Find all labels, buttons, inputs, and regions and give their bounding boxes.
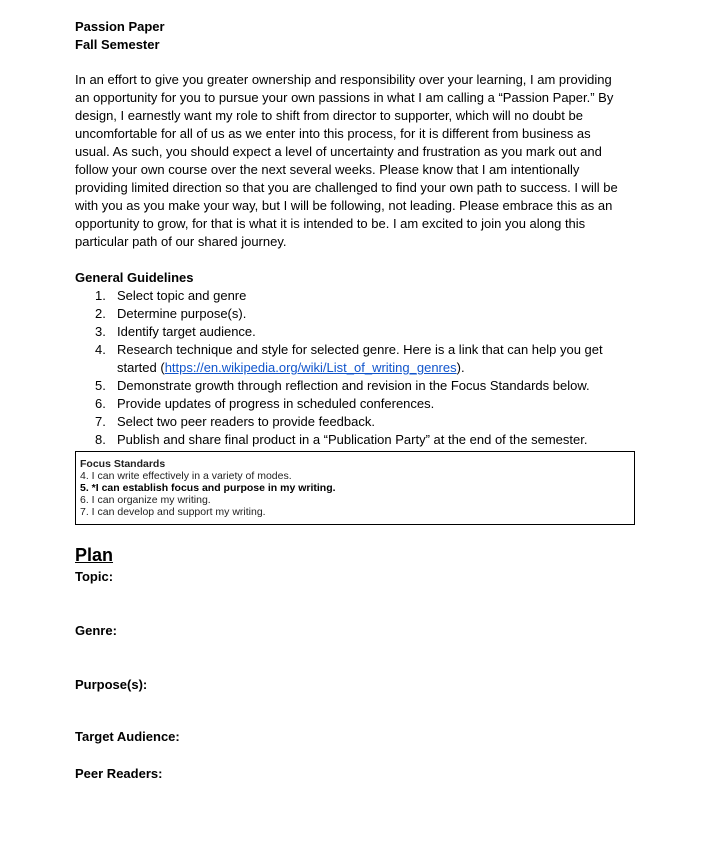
list-item xyxy=(75,287,603,305)
item-text: Provide updates of progress in scheduled conferences. xyxy=(117,396,435,411)
item-number: 7. xyxy=(95,414,106,429)
item-number: 6. xyxy=(95,396,106,411)
topic-label: Topic: xyxy=(75,569,114,584)
item-text: Research technique and style for selected genre. Here is a link that can help you get xyxy=(117,342,603,357)
item-number: 4. xyxy=(95,342,106,357)
intro-line: providing limited direction so that you are challenged to find your own path to success. I will be xyxy=(75,180,618,195)
item-text: Select topic and genre xyxy=(117,288,247,303)
focus-item: 6. I can organize my writing. xyxy=(80,494,211,506)
genres-link[interactable]: https://en.wikipedia.org/wiki/List_of_writing_genres xyxy=(164,360,457,375)
list-item xyxy=(75,431,603,449)
focus-item: 7. I can develop and support my writing. xyxy=(80,506,266,518)
item-number: 8. xyxy=(95,432,106,447)
item-number: 3. xyxy=(95,324,106,339)
list-item xyxy=(75,377,603,395)
plan-heading: Plan xyxy=(75,545,114,565)
intro-line: particular path of our shared journey. xyxy=(75,234,287,249)
list-item xyxy=(75,305,603,323)
genre-label: Genre: xyxy=(75,623,117,638)
item-number: 5. xyxy=(95,378,106,393)
intro-line: follow your own course over the next several weeks. Please know that I am intentionally xyxy=(75,162,580,177)
list-item xyxy=(75,395,603,413)
guidelines-heading: General Guidelines xyxy=(75,270,194,285)
item-text: Publish and share final product in a “Publication Party” at the end of the semester. xyxy=(117,432,588,447)
intro-line: an opportunity for you to pursue your own passions in what I am calling a “Passion Paper.” By xyxy=(75,90,614,105)
intro-line: In an effort to give you greater ownership and responsibility over your learning, I am providing xyxy=(75,72,612,87)
list-item xyxy=(75,341,603,377)
focus-item-highlighted: 5. *I can establish focus and purpose in my writing. xyxy=(80,482,336,494)
item-text: Identify target audience. xyxy=(117,324,256,339)
item-text: Determine purpose(s). xyxy=(117,306,247,321)
intro-line: design, I earnestly want my role to shift from director to supporter, which will no doubt be xyxy=(75,108,583,123)
intro-line: with you as you make your way, but I will be following, not leading. Please embrace this as an xyxy=(75,198,613,213)
item-text: started ( xyxy=(117,360,165,375)
intro-paragraph xyxy=(75,71,618,251)
intro-line: usual. As such, you should expect a level of uncertainty and frustration as you mark out and xyxy=(75,144,602,159)
audience-label: Target Audience: xyxy=(75,729,180,744)
item-number: 2. xyxy=(95,306,106,321)
focus-standards-box xyxy=(75,451,635,525)
doc-subtitle: Fall Semester xyxy=(75,37,160,52)
list-item xyxy=(75,323,603,341)
item-text: Demonstrate growth through reflection and revision in the Focus Standards below. xyxy=(117,378,590,393)
peer-readers-label: Peer Readers: xyxy=(75,766,163,781)
focus-item: 4. I can write effectively in a variety of modes. xyxy=(80,470,292,482)
doc-title: Passion Paper xyxy=(75,19,165,34)
purpose-label: Purpose(s): xyxy=(75,677,148,692)
guidelines-list xyxy=(75,287,603,449)
list-item xyxy=(75,413,603,431)
intro-line: opportunity to grow, for that is what it is intended to be. I am excited to join you along this xyxy=(75,216,586,231)
item-text: ). xyxy=(456,360,465,375)
item-text: Select two peer readers to provide feedback. xyxy=(117,414,375,429)
focus-heading: Focus Standards xyxy=(80,458,166,470)
intro-line: uncomfortable for all of us as we enter into this process, for it is different from business as xyxy=(75,126,591,141)
item-number: 1. xyxy=(95,288,106,303)
